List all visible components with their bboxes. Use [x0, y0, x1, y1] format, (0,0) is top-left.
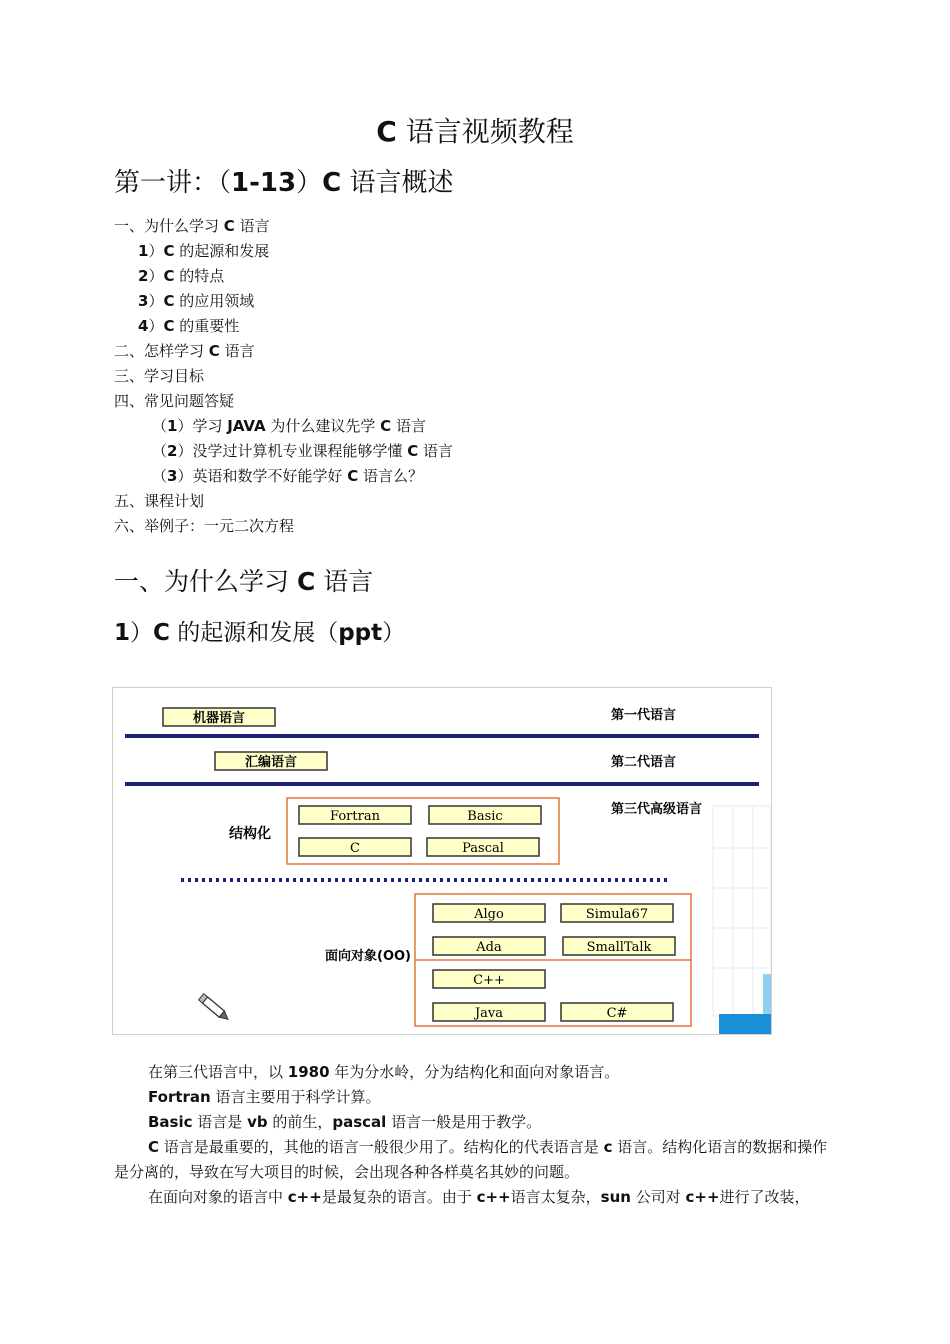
toc-text: 3 — [138, 292, 149, 310]
toc-text: 的起源和发展 — [174, 242, 270, 260]
paragraph-run: 语言太复杂， — [510, 1188, 601, 1206]
toc-item — [114, 364, 453, 389]
paragraph — [114, 1085, 840, 1110]
toc-text: 1 — [138, 242, 149, 260]
toc-text: 为什么建议先学 — [265, 417, 381, 435]
lecture-num: 1-13 — [231, 168, 297, 198]
s11-t2: 的起源和发展（ — [169, 620, 339, 646]
language-label: C# — [606, 1006, 628, 1021]
machine-language-label: 机器语言 — [192, 711, 246, 726]
toc-text: C — [208, 342, 220, 360]
body-paragraphs — [114, 1060, 840, 1210]
language-label: SmallTalk — [586, 940, 652, 955]
lecture-c: C — [322, 168, 342, 198]
language-label: Ada — [476, 940, 502, 955]
paragraph-run: pascal — [332, 1113, 387, 1131]
paragraph-run: 公司对 — [630, 1188, 686, 1206]
paragraph-run: c++ — [476, 1188, 511, 1206]
toc-text: ） — [148, 242, 164, 260]
toc-text: C — [163, 267, 175, 285]
paragraph-run: Basic — [148, 1113, 193, 1131]
language-label: Fortran — [330, 809, 380, 824]
paragraph-run: 年为分水岭，分为结构化和面向对象语言。 — [329, 1063, 620, 1081]
gen3-label: 第三代高级语言 — [611, 802, 703, 817]
language-label: C — [350, 841, 360, 856]
toc-text: ） — [148, 317, 164, 335]
toc-text: 3 — [167, 467, 178, 485]
section1-bold: C — [296, 567, 316, 596]
toc-text: ）学习 — [177, 417, 228, 435]
toc-text: 的重要性 — [174, 317, 240, 335]
paragraph-run: 1980 — [287, 1063, 330, 1081]
toc-text: 语言么？ — [358, 467, 424, 485]
toc-item — [114, 389, 453, 414]
section-heading-1 — [114, 562, 373, 598]
toc-text: 四、常见问题答疑 — [114, 392, 235, 410]
toc-text: 五、课程计划 — [114, 492, 205, 510]
gen2-label: 第二代语言 — [611, 755, 677, 770]
toc-text: C — [380, 417, 392, 435]
toc-item — [114, 439, 453, 464]
paragraph-run: 在面向对象的语言中 — [148, 1188, 288, 1206]
toc-text: C — [223, 217, 235, 235]
pencil-icon — [199, 994, 231, 1023]
toc-text: 2 — [138, 267, 149, 285]
toc-text: 的特点 — [174, 267, 225, 285]
toc-text: （ — [152, 467, 168, 485]
toc-text: ）英语和数学不好能学好 — [177, 467, 348, 485]
table-of-contents — [114, 214, 453, 539]
paragraph-run: 语言主要用于科学计算。 — [210, 1088, 381, 1106]
toc-item — [114, 289, 453, 314]
section-heading-1-1 — [114, 614, 405, 647]
paragraph-run: 在第三代语言中，以 — [148, 1063, 288, 1081]
s11-b2: C — [153, 620, 170, 646]
paragraph — [114, 1135, 840, 1185]
language-label: Pascal — [462, 841, 504, 856]
structured-languages — [299, 806, 541, 856]
language-label: Java — [474, 1006, 504, 1021]
oo-languages — [433, 904, 675, 1021]
paragraph-run: sun — [600, 1188, 631, 1206]
toc-text: 一、为什么学习 — [114, 217, 224, 235]
decorative-blue-block — [719, 1014, 771, 1034]
paragraph — [114, 1110, 840, 1135]
s11-t1: ） — [130, 620, 154, 646]
paragraph-run: 语言。结构化语言的数据和操作是分离的，导致在写大项目的时候，会出现各种各样莫名其妙的问题。 — [114, 1138, 828, 1181]
decorative-blue-bar — [763, 974, 771, 1014]
language-history-diagram — [113, 688, 771, 1034]
s11-b3: ppt — [338, 620, 383, 646]
toc-text: C — [347, 467, 359, 485]
paragraph-run: vb — [247, 1113, 268, 1131]
decorative-grid — [713, 806, 771, 1016]
language-label: Basic — [467, 809, 503, 824]
paragraph-run: 进行了改装， — [719, 1188, 810, 1206]
toc-text: ） — [148, 292, 164, 310]
toc-text: C — [163, 242, 175, 260]
toc-item — [114, 464, 453, 489]
toc-text: 三、学习目标 — [114, 367, 205, 385]
toc-text: 二、怎样学习 — [114, 342, 209, 360]
paragraph-run: c++ — [685, 1188, 720, 1206]
lecture-title — [114, 162, 453, 199]
toc-text: C — [407, 442, 419, 460]
language-label: Simula67 — [585, 907, 649, 922]
toc-text: （ — [152, 442, 168, 460]
title-rest: 语言视频教程 — [396, 115, 574, 148]
s11-b1: 1 — [114, 620, 131, 646]
toc-text: ） — [148, 267, 164, 285]
paragraph — [114, 1185, 840, 1210]
title-c: C — [376, 115, 397, 148]
section1-post: 语言 — [315, 567, 374, 596]
paragraph-run: 语言是最重要的，其他的语言一般很少用了。结构化的代表语言是 — [159, 1138, 604, 1156]
s11-t3: ） — [382, 620, 406, 646]
lecture-p1: 第一讲：（ — [114, 168, 232, 198]
language-history-figure — [112, 687, 772, 1035]
paragraph-run: 是最复杂的语言。由于 — [321, 1188, 477, 1206]
gen1-label: 第一代语言 — [611, 708, 677, 723]
toc-text: 4 — [138, 317, 149, 335]
paragraph-run: Fortran — [148, 1088, 211, 1106]
toc-text: JAVA — [227, 417, 266, 435]
lecture-p2: ） — [296, 168, 323, 198]
toc-text: 语言 — [391, 417, 426, 435]
paragraph-run: C — [148, 1138, 160, 1156]
toc-item — [114, 339, 453, 364]
toc-item — [114, 239, 453, 264]
toc-text: ）没学过计算机专业课程能够学懂 — [177, 442, 408, 460]
toc-text: C — [163, 317, 175, 335]
toc-text: （ — [152, 417, 168, 435]
toc-text: 语言 — [234, 217, 270, 235]
lecture-p3: 语言概述 — [341, 168, 454, 198]
toc-item — [114, 489, 453, 514]
language-label: Algo — [474, 907, 504, 922]
toc-text: 1 — [167, 417, 178, 435]
paragraph-run: 语言是 — [192, 1113, 248, 1131]
toc-item — [114, 414, 453, 439]
toc-text: 语言 — [418, 442, 454, 460]
toc-text: 六、举例子：一元二次方程 — [114, 517, 295, 535]
oo-label: 面向对象(OO) — [325, 949, 411, 964]
paragraph-run: c — [603, 1138, 613, 1156]
section1-pre: 一、为什么学习 — [114, 567, 297, 596]
paragraph-run: 的前生， — [267, 1113, 333, 1131]
language-label: C++ — [473, 973, 505, 988]
assembly-language-label: 汇编语言 — [244, 755, 298, 770]
toc-item — [114, 314, 453, 339]
paragraph-run: 语言一般是用于教学。 — [386, 1113, 542, 1131]
toc-text: 的应用领域 — [174, 292, 255, 310]
toc-text: 语言 — [219, 342, 255, 360]
toc-item — [114, 214, 453, 239]
paragraph — [114, 1060, 840, 1085]
toc-text: 2 — [167, 442, 178, 460]
paragraph-run: c++ — [287, 1188, 322, 1206]
structured-label: 结构化 — [229, 826, 271, 842]
document-title — [0, 110, 950, 150]
toc-text: C — [163, 292, 175, 310]
toc-item — [114, 514, 453, 539]
toc-item — [114, 264, 453, 289]
